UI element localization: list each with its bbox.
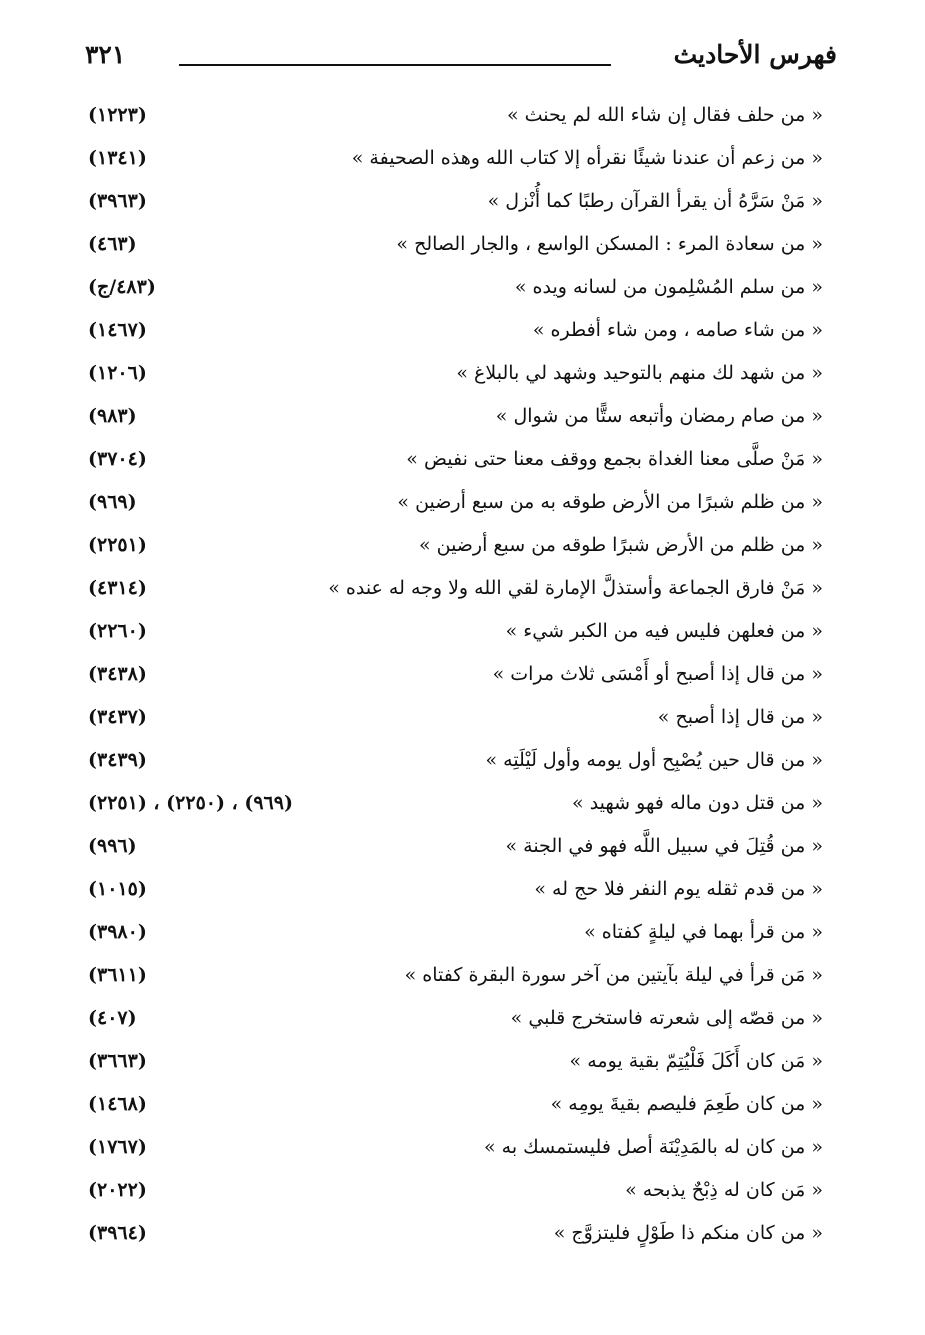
index-entry [0,956,925,999]
hadith-text: « من زعم أن عندنا شيئًا نقرأه إلا كتاب الله وهذه الصحيفة » [351,147,823,169]
hadith-reference-number: (٣٩٦٤) [88,1222,147,1244]
index-entry [0,655,925,698]
index-entry [0,440,925,483]
hadith-reference-number: (٣٩٨٠) [88,921,147,943]
hadith-reference-number: (١٤٦٨) [88,1093,147,1115]
hadith-text: « من كان طَعِمَ فليصم بقيةَ يومِه » [550,1093,823,1115]
hadith-text: « من قال إذا أصبح أو أَمْسَى ثلاث مرات » [492,663,823,685]
hadith-text: « من ظلم شبرًا من الأرض طوقه به من سبع أرضين » [397,491,823,513]
hadith-text: « من شاء صامه ، ومن شاء أفطره » [532,319,823,341]
hadith-text: « من ظلم من الأرض شبرًا طوقه من سبع أرضين » [418,534,823,556]
hadith-reference-number: (٣٦٦٣) [88,1050,147,1072]
hadith-text: « من سعادة المرء : المسكن الواسع ، والجار الصالح » [396,233,823,255]
hadith-text: « من صام رمضان وأتبعه ستًّا من شوال » [495,405,823,427]
hadith-reference-number: (٢٢٦٠) [88,620,147,642]
hadith-index-list [0,96,925,1257]
hadith-text: « من قال حين يُصْبِح أول يومه وأول لَيْلَتِه » [485,749,823,771]
index-entry [0,139,925,182]
hadith-text: « من سلم المُسْلِمون من لسانه ويده » [514,276,823,298]
index-entry [0,526,925,569]
hadith-reference-number: (٤٨٣/ج) [88,276,156,298]
hadith-reference-number: (١٢٠٦) [88,362,147,384]
hadith-text: « من قدم ثقله يوم النفر فلا حج له » [534,878,823,900]
hadith-text: « مَنْ صلَّى معنا الغداة بجمع ووقف معنا حتى نفيض » [406,448,823,470]
index-entry [0,698,925,741]
hadith-reference-number: (١٠١٥) [88,878,147,900]
hadith-text: « من كان منكم ذا طَوْلٍ فليتزوَّج » [553,1222,823,1244]
hadith-reference-number: (١٢٢٣) [88,104,147,126]
hadith-text: « مَنْ سَرَّهُ أن يقرأ القرآن رطبًا كما أُنْزل » [487,190,823,212]
index-entry [0,225,925,268]
index-entry [0,268,925,311]
hadith-text: « مَن كان أَكَلَ فَلْيُتِمّ بقية يومه » [569,1050,823,1072]
page-number: ٣٢١ [85,40,126,69]
index-entry [0,311,925,354]
header-rule [179,64,611,66]
index-entry [0,96,925,139]
hadith-text: « من قال إذا أصبح » [657,706,823,728]
hadith-text: « من شهد لك منهم بالتوحيد وشهد لي بالبلاغ » [456,362,823,384]
index-entry [0,182,925,225]
index-entry [0,1171,925,1214]
hadith-reference-number: (١٧٦٧) [88,1136,147,1158]
hadith-reference-number: (١٤٦٧) [88,319,147,341]
index-entry [0,827,925,870]
page-title: فهرس الأحاديث [673,40,837,69]
hadith-text: « من قتل دون ماله فهو شهيد » [572,792,823,814]
hadith-reference-number: (٢٢٥١) [88,534,147,556]
page-header [85,40,837,84]
hadith-reference-number: (٣٤٣٨) [88,663,147,685]
hadith-text: « من قصّه إلى شعرته فاستخرج قلبي » [510,1007,823,1029]
index-entry [0,1085,925,1128]
index-entry [0,913,925,956]
index-entry [0,741,925,784]
hadith-reference-number: (١٣٤١) [88,147,147,169]
index-entry [0,569,925,612]
index-entry [0,483,925,526]
index-entry [0,1042,925,1085]
index-entry [0,870,925,913]
hadith-reference-number: (٤٣١٤) [88,577,147,599]
hadith-reference-number: (٩٩٦) [88,835,137,857]
index-entry [0,354,925,397]
hadith-text: « مَن كان له ذِبْحٌ يذبحه » [625,1179,823,1201]
hadith-reference-number: (٢٠٢٢) [88,1179,147,1201]
hadith-text: « مَن قرأ في ليلة بآيتين من آخر سورة البقرة كفتاه » [404,964,823,986]
hadith-text: « مَنْ فارق الجماعة وأستذلَّ الإمارة لقي الله ولا وجه له عنده » [328,577,823,599]
hadith-reference-number: (٣٧٠٤) [88,448,147,470]
hadith-text: « من قُتِلَ في سبيل اللَّه فهو في الجنة » [505,835,823,857]
hadith-reference-number: (٤٠٧) [88,1007,137,1029]
hadith-reference-number: (٩٨٣) [88,405,137,427]
hadith-reference-number: (٣٩٦٣) [88,190,147,212]
hadith-reference-number: (٤٦٣) [88,233,137,255]
hadith-reference-number: (٣٤٣٧) [88,706,147,728]
hadith-reference-number: (٩٦٩) ، (٢٢٥٠) ، (٢٢٥١) [88,792,293,814]
index-entry [0,784,925,827]
hadith-reference-number: (٣٤٣٩) [88,749,147,771]
index-entry [0,612,925,655]
hadith-text: « من قرأ بهما في ليلةٍ كفتاه » [584,921,823,943]
hadith-text: « من فعلهن فليس فيه من الكبر شيء » [505,620,823,642]
index-entry [0,397,925,440]
hadith-reference-number: (٩٦٩) [88,491,137,513]
hadith-text: « من حلف فقال إن شاء الله لم يحنث » [506,104,823,126]
hadith-text: « من كان له بالمَدِيْنَة أصل فليستمسك به » [483,1136,823,1158]
index-entry [0,999,925,1042]
index-entry [0,1214,925,1257]
index-entry [0,1128,925,1171]
hadith-reference-number: (٣٦١١) [88,964,147,986]
